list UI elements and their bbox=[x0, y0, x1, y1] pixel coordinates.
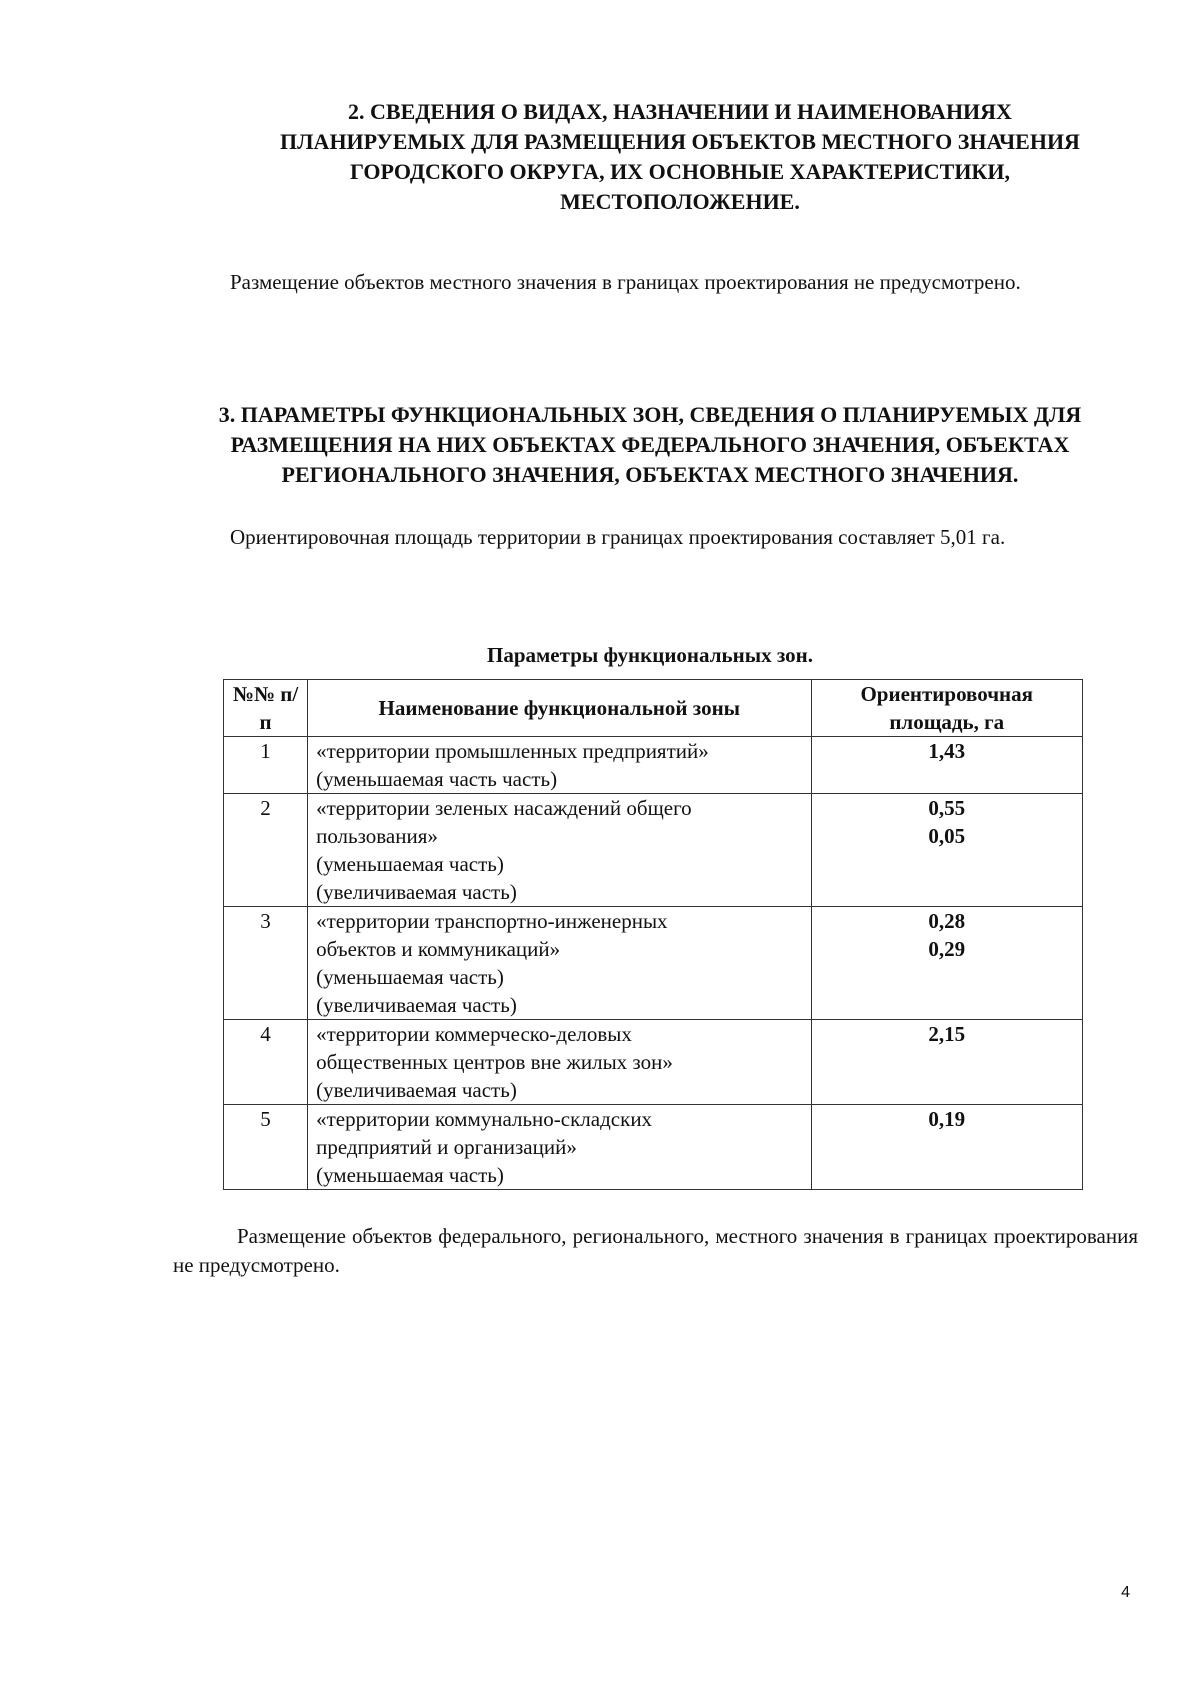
closing-paragraph: Размещение объектов федерального, регионального, местного значения в границах проектирования не предусмотрено. bbox=[173, 1224, 1138, 1277]
heading-line: РЕГИОНАЛЬНОГО ЗНАЧЕНИЯ, ОБЪЕКТАХ МЕСТНОГО ЗНАЧЕНИЯ. bbox=[281, 462, 1019, 487]
area-value: 0,19 bbox=[928, 1107, 966, 1131]
section-2-paragraph: Размещение объектов местного значения в границах проектирования не предусмотрено. bbox=[230, 270, 1021, 294]
zone-name-line: (уменьшаемая часть) bbox=[316, 965, 504, 989]
zone-name-line: «территории зеленых насаждений общего bbox=[316, 796, 692, 820]
area-value: 2,15 bbox=[928, 1022, 966, 1046]
zone-area bbox=[811, 1020, 1083, 1105]
heading-line: 2. СВЕДЕНИЯ О ВИДАХ, НАЗНАЧЕНИИ И НАИМЕНОВАНИЯХ bbox=[348, 99, 1012, 124]
row-number: 3 bbox=[224, 907, 308, 1020]
zone-area bbox=[811, 794, 1083, 907]
zone-name bbox=[308, 1020, 811, 1105]
table-caption: Параметры функциональных зон. bbox=[486, 643, 814, 667]
area-value: 0,29 bbox=[928, 937, 966, 961]
zone-name-line: (уменьшаемая часть) bbox=[316, 1163, 504, 1187]
zone-name-line: «территории транспортно-инженерных bbox=[316, 909, 668, 933]
zone-area bbox=[811, 907, 1083, 1020]
page-number: 4 bbox=[1121, 1584, 1130, 1601]
section-3-heading bbox=[160, 400, 1140, 490]
zone-name bbox=[308, 1105, 811, 1190]
zone-name-line: (увеличиваемая часть) bbox=[316, 1078, 517, 1102]
section-2-heading bbox=[220, 97, 1140, 217]
zone-name-line: (увеличиваемая часть) bbox=[316, 880, 517, 904]
table-row bbox=[224, 1105, 1083, 1190]
zone-name-line: предприятий и организаций» bbox=[316, 1135, 577, 1159]
table-header-row bbox=[224, 680, 1083, 737]
functional-zones-table bbox=[223, 679, 1083, 1190]
zone-name-line: «территории коммунально-складских bbox=[316, 1107, 653, 1131]
zone-name-line: «территории промышленных предприятий» bbox=[316, 739, 709, 763]
zone-name bbox=[308, 907, 811, 1020]
area-value: 1,43 bbox=[928, 739, 966, 763]
header-zone-name: Наименование функциональной зоны bbox=[308, 680, 811, 737]
area-value: 0,05 bbox=[928, 824, 966, 848]
zone-name-line: пользования» bbox=[316, 824, 438, 848]
header-area: Ориентировочная площадь, га bbox=[811, 680, 1083, 737]
zone-name-line: (увеличиваемая часть) bbox=[316, 993, 517, 1017]
heading-line: ПЛАНИРУЕМЫХ ДЛЯ РАЗМЕЩЕНИЯ ОБЪЕКТОВ МЕСТНОГО ЗНАЧЕНИЯ bbox=[280, 129, 1080, 154]
table-row bbox=[224, 907, 1083, 1020]
heading-line: МЕСТОПОЛОЖЕНИЕ. bbox=[560, 189, 800, 214]
row-number: 2 bbox=[224, 794, 308, 907]
heading-line: 3. ПАРАМЕТРЫ ФУНКЦИОНАЛЬНЫХ ЗОН, СВЕДЕНИЯ О ПЛАНИРУЕМЫХ ДЛЯ bbox=[218, 402, 1082, 427]
zone-name bbox=[308, 737, 811, 794]
area-value: 0,28 bbox=[928, 909, 966, 933]
row-number: 1 bbox=[224, 737, 308, 794]
zone-name-line: (уменьшаемая часть) bbox=[316, 852, 504, 876]
zone-name-line: общественных центров вне жилых зон» bbox=[316, 1050, 673, 1074]
table-row bbox=[224, 794, 1083, 907]
zone-name-line: «территории коммерческо-деловых bbox=[316, 1022, 632, 1046]
area-value: 0,55 bbox=[928, 796, 966, 820]
zone-area bbox=[811, 737, 1083, 794]
zone-name bbox=[308, 794, 811, 907]
zone-name-line: (уменьшаемая часть часть) bbox=[316, 767, 558, 791]
heading-line: РАЗМЕЩЕНИЯ НА НИХ ОБЪЕКТАХ ФЕДЕРАЛЬНОГО ЗНАЧЕНИЯ, ОБЪЕКТАХ bbox=[230, 432, 1070, 457]
row-number: 5 bbox=[224, 1105, 308, 1190]
zone-area bbox=[811, 1105, 1083, 1190]
header-number: №№ п/п bbox=[224, 680, 308, 737]
table-row bbox=[224, 737, 1083, 794]
territory-area-paragraph: Ориентировочная площадь территории в границах проектирования составляет 5,01 га. bbox=[230, 525, 1006, 549]
row-number: 4 bbox=[224, 1020, 308, 1105]
heading-line: ГОРОДСКОГО ОКРУГА, ИХ ОСНОВНЫЕ ХАРАКТЕРИСТИКИ, bbox=[349, 159, 1010, 184]
table-row bbox=[224, 1020, 1083, 1105]
zone-name-line: объектов и коммуникаций» bbox=[316, 937, 561, 961]
